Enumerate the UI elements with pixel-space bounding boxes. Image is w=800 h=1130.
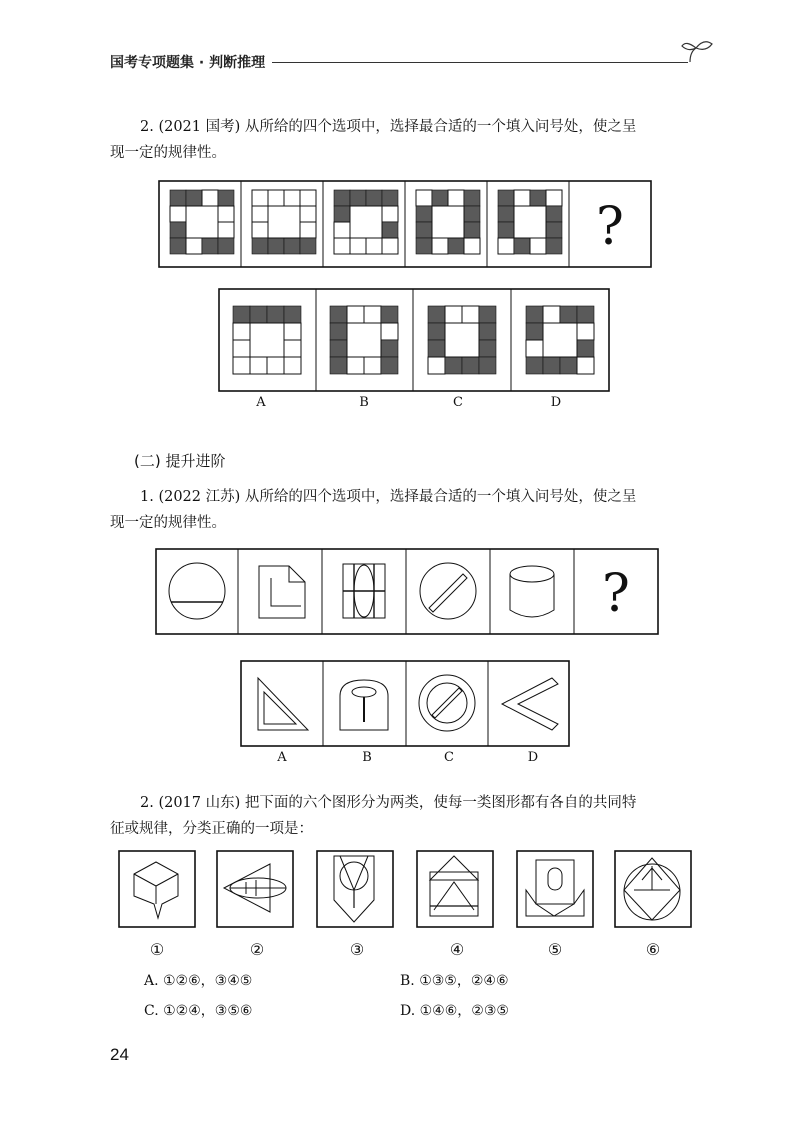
q2-stem-figure-2 <box>259 566 305 618</box>
q1-stem-figure-3 <box>334 190 398 254</box>
q2-stem-figure-4 <box>420 563 476 619</box>
q3-figure-4[interactable] <box>417 851 493 927</box>
question-2-text-cont: 现一定的规律性。 <box>110 515 226 531</box>
q2-stem-figure-1 <box>169 563 225 619</box>
q3-figure-2-label: ② <box>249 940 265 959</box>
q3-figure-6-label: ⑥ <box>645 940 661 959</box>
q3-figure-2[interactable] <box>217 851 293 927</box>
q2-option-b-label[interactable]: B <box>362 750 372 765</box>
q3-figure-5-label: ⑤ <box>547 940 563 959</box>
q3-figure-1-label: ① <box>149 940 165 959</box>
question-2-stem-figures <box>155 548 659 635</box>
q1-stem-figure-2 <box>252 190 316 254</box>
q1-option-d-figure[interactable] <box>526 306 594 374</box>
q2-option-c-label[interactable]: C <box>444 750 454 765</box>
q2-option-b-figure[interactable] <box>340 680 388 730</box>
q2-question-mark: ? <box>602 564 630 624</box>
question-3-text-cont: 征或规律，分类正确的一项是： <box>110 821 313 837</box>
q1-option-a-figure[interactable] <box>233 306 301 374</box>
question-1-options <box>218 288 610 392</box>
q1-option-b-label[interactable]: B <box>359 395 369 410</box>
answer-option-d[interactable]: D. ①④⑥，②③⑤ <box>400 1003 509 1019</box>
q1-stem-figure-4 <box>416 190 480 254</box>
q1-stem-figure-5 <box>498 190 562 254</box>
section-title: (二) 提升进阶 <box>134 452 226 470</box>
running-header-title: 国考专项题集 · 判断推理 <box>110 55 266 71</box>
q1-option-c-figure[interactable] <box>428 306 496 374</box>
q1-stem-figure-1 <box>170 190 234 254</box>
question-1-stem-figures <box>158 180 652 268</box>
header-rule <box>272 62 688 63</box>
answer-option-c[interactable]: C. ①②④，③⑤⑥ <box>144 1003 253 1019</box>
question-2-text: 1. (2022 江苏) 从所给的四个选项中，选择最合适的一个填入问号处，使之呈 <box>140 489 637 505</box>
answer-option-b[interactable]: B. ①③⑤，②④⑥ <box>400 973 509 989</box>
sprout-icon <box>680 36 714 68</box>
q2-stem-figure-5 <box>510 566 554 617</box>
question-1-text-cont: 现一定的规律性。 <box>110 145 226 161</box>
q1-option-a-label[interactable]: A <box>256 395 266 410</box>
q1-question-mark: ? <box>596 197 624 257</box>
question-2-options <box>240 660 570 747</box>
q3-figure-5[interactable] <box>517 851 593 927</box>
q3-figure-4-label: ④ <box>449 940 465 959</box>
q3-figure-6[interactable] <box>615 851 691 927</box>
q1-option-d-label[interactable]: D <box>550 395 562 410</box>
q2-option-a-figure[interactable] <box>258 678 308 730</box>
q2-option-c-figure[interactable] <box>419 675 475 731</box>
page-number: 24 <box>110 1045 129 1064</box>
q3-figure-3[interactable] <box>317 851 393 927</box>
question-3-text: 2. (2017 山东) 把下面的六个图形分为两类，使每一类图形都有各自的共同特 <box>140 795 637 811</box>
q2-option-d-label[interactable]: D <box>527 750 539 765</box>
question-1-text: 2. (2021 国考) 从所给的四个选项中，选择最合适的一个填入问号处，使之呈 <box>140 119 637 135</box>
q2-option-d-figure[interactable] <box>502 678 558 730</box>
q1-option-b-figure[interactable] <box>330 306 398 374</box>
q1-option-c-label[interactable]: C <box>453 395 463 410</box>
question-3-figures <box>118 850 698 930</box>
answer-option-a[interactable]: A. ①②⑥，③④⑤ <box>144 973 253 989</box>
q3-figure-3-label: ③ <box>349 940 365 959</box>
q3-figure-1[interactable] <box>119 851 195 927</box>
q2-option-a-label[interactable]: A <box>277 750 287 765</box>
q2-stem-figure-3 <box>343 564 385 618</box>
